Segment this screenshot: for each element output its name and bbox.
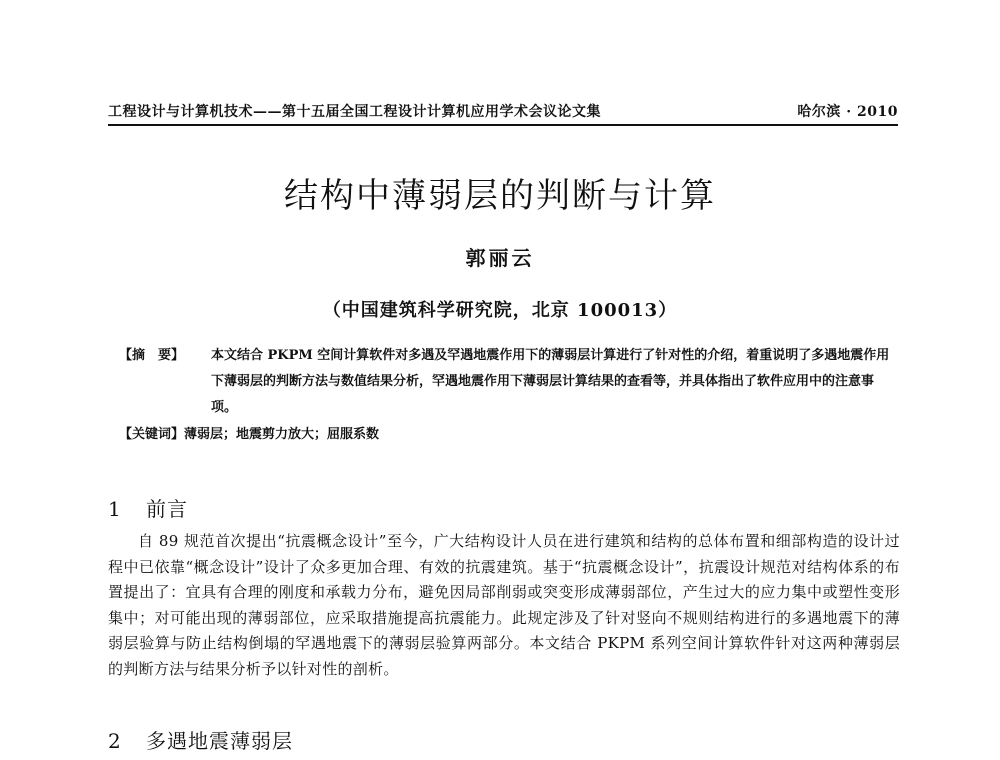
keywords-block [119, 424, 899, 446]
section-heading-introduction [108, 493, 188, 522]
section-number: 1 [108, 497, 122, 521]
section-title: 多遇地震薄弱层 [146, 729, 293, 753]
keywords-text: 薄弱层；地震剪力放大；屈服系数 [184, 427, 380, 442]
author-name: 郭丽云 [465, 246, 535, 270]
running-header [108, 101, 898, 121]
abstract-text: 本文结合 PKPM 空间计算软件对多遇及罕遇地震作用下的薄弱层计算进行了针对性的介绍，着重说明了多遇地震作用下薄弱层的判断方法与数值结果分析，罕遇地震作用下薄弱层计算结果的查看等，并具体指出了软件应用中的注意事项。 [211, 348, 890, 415]
section-title: 前言 [146, 497, 188, 521]
keywords-label: 【关键词】 [119, 427, 185, 442]
abstract-label: 【摘 要】 [119, 348, 185, 363]
section-heading-frequent-earthquake [108, 725, 293, 754]
abstract-block [119, 343, 899, 421]
introduction-paragraph: 自 89 规范首次提出“抗震概念设计”至今，广大结构设计人员在进行建筑和结构的总体布置和细部构造的设计过程中已依靠“概念设计”设计了众多更加合理、有效的抗震建筑。基于“抗震概念设计”，抗震设计规范对结构体系的布置提出了：宜具有合理的刚度和承载力分布，避免因局部削弱或突变形成薄弱部位，产生过大的应力集中或塑性变形集中；对可能出现的薄弱部位，应采取措施提高抗震能力。此规定涉及了针对竖向不规则结构进行的多遇地震下的薄弱层验算与防止结构倒塌的罕遇地震下的薄弱层验算两部分。本文结合 PKPM 系列空间计算软件针对这两种薄弱层的判断方法与结果分析予以针对性的剖析。 [108, 532, 900, 678]
author-affiliation: （中国建筑科学研究院，北京 100013） [322, 300, 678, 321]
journal-name: 工程设计与计算机技术——第十五届全国工程设计计算机应用学术会议论文集 [108, 104, 601, 120]
section-number: 2 [108, 729, 122, 753]
paper-title: 结构中薄弱层的判断与计算 [284, 176, 716, 216]
conference-location-year: 哈尔滨 · 2010 [797, 104, 898, 120]
header-rule [108, 124, 898, 126]
